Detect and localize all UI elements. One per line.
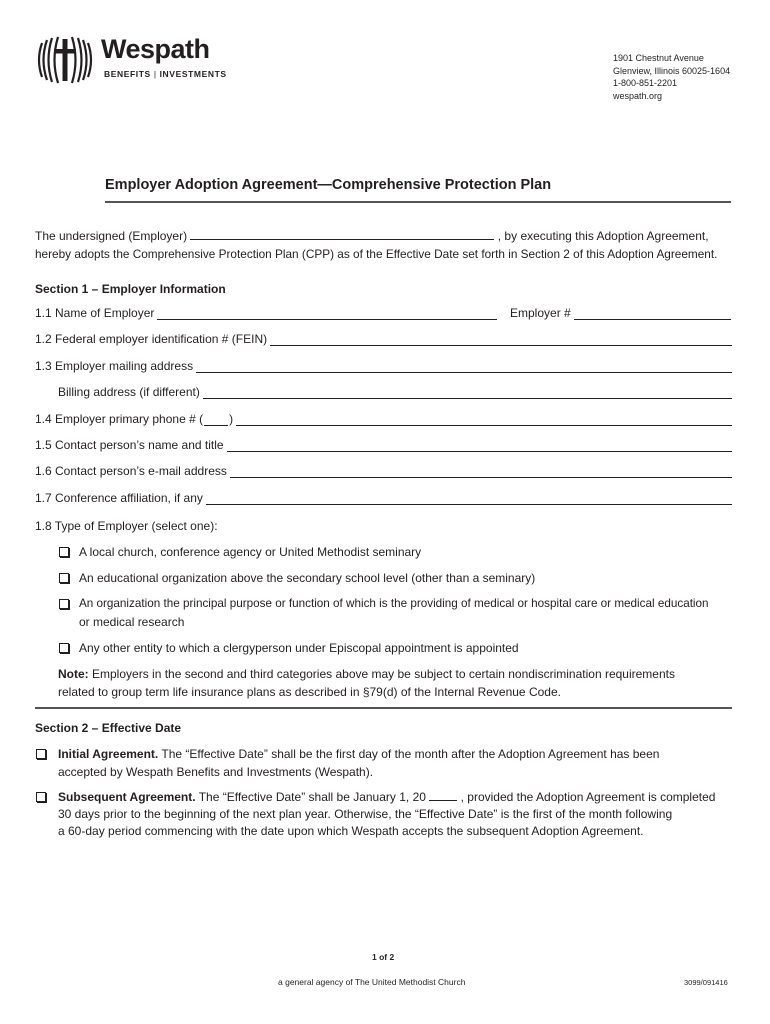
- address-city: Glenview, Illinois 60025-1604: [613, 65, 731, 76]
- contact-name-input[interactable]: [227, 439, 732, 452]
- address-website: wespath.org: [613, 90, 663, 101]
- page-number: 1 of 2: [372, 952, 395, 962]
- form-code: 3099/091416: [684, 978, 728, 987]
- billing-address-input[interactable]: [203, 386, 732, 399]
- mailing-address-input[interactable]: [196, 360, 732, 373]
- initial-label: Initial Agreement.: [58, 747, 159, 761]
- brand-tagline: BENEFITS | INVESTMENTS: [104, 69, 227, 79]
- label-phone-close: ): [229, 412, 234, 426]
- initial-line-1: [58, 745, 659, 763]
- subsequent-text-1b: , provided the Adoption Agreement is completed: [460, 790, 716, 804]
- address-block: [613, 52, 730, 102]
- intro-line-2: hereby adopts the Comprehensive Protection Plan (CPP) as of the Effective Date set forth in Section 2 of this Adoption Agreement.: [35, 247, 718, 261]
- employer-name-field[interactable]: [190, 227, 494, 240]
- initial-line-2: accepted by Wespath Benefits and Investments (Wespath).: [58, 765, 374, 779]
- option-medical-line2: or medical research: [79, 615, 185, 629]
- label-employer-number: Employer #: [510, 306, 571, 320]
- checkbox-educational[interactable]: [59, 573, 69, 583]
- option-local-church: A local church, conference agency or United Methodist seminary: [79, 545, 422, 559]
- subsequent-label: Subsequent Agreement.: [58, 790, 196, 804]
- fein-input[interactable]: [270, 333, 732, 346]
- year-input[interactable]: [429, 788, 457, 801]
- subsequent-line-1: [58, 788, 715, 806]
- agency-statement: a general agency of The United Methodist Church: [278, 977, 466, 987]
- note-label: Note:: [58, 667, 89, 681]
- wespath-logo-icon: [34, 35, 96, 85]
- field-1-6: [35, 464, 732, 478]
- label-mailing-address: 1.3 Employer mailing address: [35, 359, 194, 373]
- area-code-input[interactable]: [204, 413, 228, 426]
- field-1-7: [35, 491, 732, 505]
- employer-number-input[interactable]: [574, 307, 731, 320]
- label-billing-address: Billing address (if different): [58, 385, 200, 399]
- note-line-2: related to group term life insurance plans as described in §79(d) of the Internal Revenue Code.: [58, 685, 561, 699]
- label-employer-type: 1.8 Type of Employer (select one):: [35, 519, 218, 533]
- intro-prefix: The undersigned (Employer): [35, 229, 188, 243]
- field-1-1: [35, 306, 497, 320]
- employer-name-input[interactable]: [157, 307, 497, 320]
- option-educational: An educational organization above the secondary school level (other than a seminary): [79, 571, 536, 585]
- label-conference: 1.7 Conference affiliation, if any: [35, 491, 203, 505]
- subsequent-line-2: 30 days prior to the beginning of the next plan year. Otherwise, the “Effective Date” is the first of the month following: [58, 807, 673, 821]
- title-divider: [105, 201, 731, 203]
- subsequent-line-3: a 60-day period commencing with the date upon which Wespath accepts the subsequent Adoption Agreement.: [58, 824, 644, 838]
- brand-name: Wespath: [101, 34, 210, 64]
- intro-suffix: , by executing this Adoption Agreement,: [497, 229, 709, 243]
- label-phone: 1.4 Employer primary phone # (: [35, 412, 204, 426]
- option-medical-line1: An organization the principal purpose or function of which is the providing of medical or hospital care or medical education: [79, 597, 709, 610]
- checkbox-other-entity[interactable]: [59, 643, 69, 653]
- checkbox-subsequent-agreement[interactable]: [36, 792, 46, 802]
- field-billing: [58, 385, 732, 399]
- checkbox-initial-agreement[interactable]: [36, 749, 46, 759]
- checkbox-local-church[interactable]: [59, 547, 69, 557]
- label-name-of-employer: 1.1 Name of Employer: [35, 306, 155, 320]
- section2-heading: Section 2 – Effective Date: [35, 721, 182, 735]
- tagline-investments: INVESTMENTS: [159, 69, 227, 79]
- note-line-1: [58, 665, 675, 683]
- subsequent-text-1a: The “Effective Date” shall be January 1, 20: [195, 790, 426, 804]
- checkbox-medical[interactable]: [59, 599, 69, 609]
- field-1-3: [35, 359, 732, 373]
- section-divider: [35, 707, 732, 709]
- address-street: 1901 Chestnut Avenue: [613, 53, 704, 63]
- label-contact-name: 1.5 Contact person’s name and title: [35, 438, 224, 452]
- option-other-entity: Any other entity to which a clergyperson under Episcopal appointment is appointed: [79, 641, 519, 655]
- label-contact-email: 1.6 Contact person’s e-mail address: [35, 464, 227, 478]
- address-phone: 1-800-851-2201: [613, 78, 678, 88]
- intro-line-1: [35, 227, 709, 245]
- field-1-4: [35, 412, 732, 426]
- field-1-5: [35, 438, 732, 452]
- phone-input[interactable]: [236, 413, 732, 426]
- page-title: Employer Adoption Agreement—Comprehensive Protection Plan: [105, 177, 552, 193]
- field-1-2: [35, 332, 732, 346]
- field-employer-number: [510, 306, 731, 320]
- section1-heading: Section 1 – Employer Information: [35, 282, 226, 296]
- tagline-benefits: BENEFITS: [104, 69, 151, 79]
- label-fein: 1.2 Federal employer identification # (FEIN): [35, 332, 268, 346]
- initial-text-1: The “Effective Date” shall be the first day of the month after the Adoption Agreement has been: [158, 747, 660, 761]
- conference-input[interactable]: [206, 492, 732, 505]
- note-text-1: Employers in the second and third categories above may be subject to certain nondiscrimination requirements: [88, 667, 675, 681]
- contact-email-input[interactable]: [230, 465, 732, 478]
